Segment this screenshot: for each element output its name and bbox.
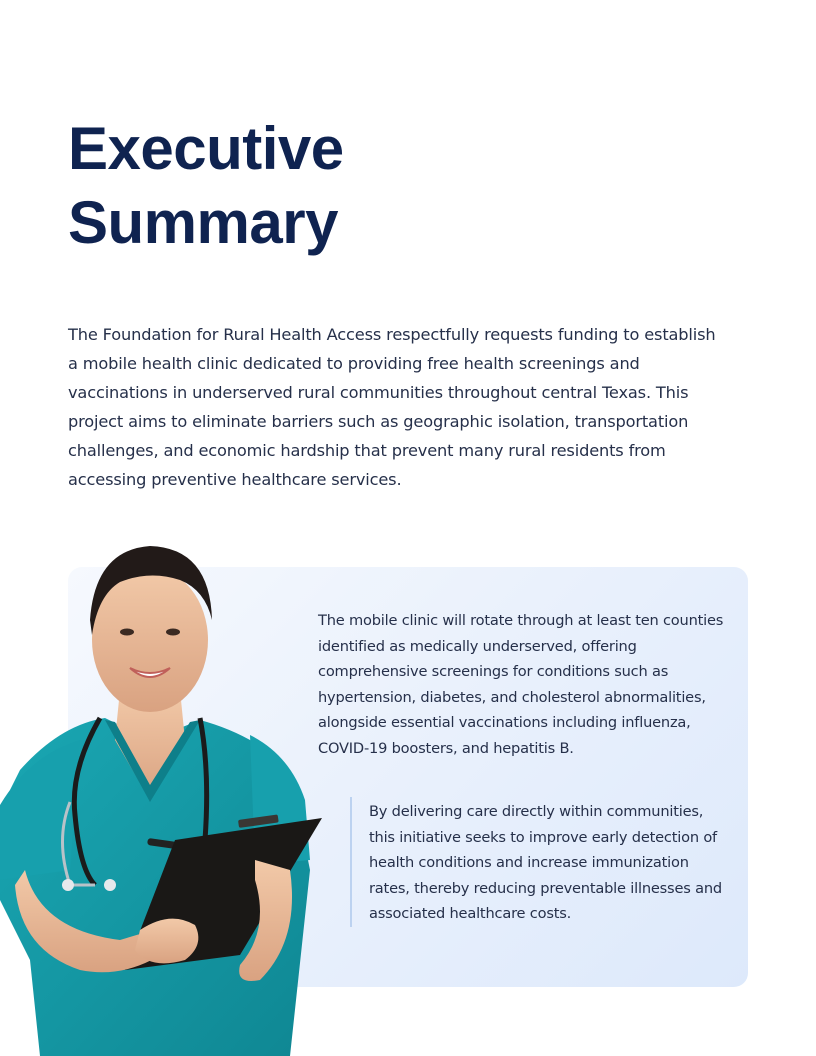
pull-quote [350, 797, 730, 927]
page-title [68, 112, 488, 260]
nurse-illustration [0, 540, 330, 1056]
title-line-1: Executive [68, 115, 344, 182]
title-line-2: Summary [68, 189, 338, 256]
pull-quote-text: By delivering care directly within communities, this initiative seeks to improve early detection of health conditions and increase immunization rates, thereby reducing preventable illnesses and associated healthcare costs. [369, 803, 722, 922]
intro-paragraph: The Foundation for Rural Health Access respectfully requests funding to establish a mobile health clinic dedicated to providing free health screenings and vaccinations in underserved rural communities throughout central Texas. This project aims to eliminate barriers such as geographic isolation, transportation challenges, and economic hardship that prevent many rural residents from accessing preventive healthcare services. [68, 325, 716, 489]
nurse-photo [0, 540, 330, 1056]
card-paragraph: The mobile clinic will rotate through at least ten counties identified as medically underserved, offering comprehensive screenings for conditions such as hypertension, diabetes, and cholesterol abnormalities, alongside essential vaccinations including influenza, COVID-19 boosters, and hepatitis B. [318, 612, 724, 757]
